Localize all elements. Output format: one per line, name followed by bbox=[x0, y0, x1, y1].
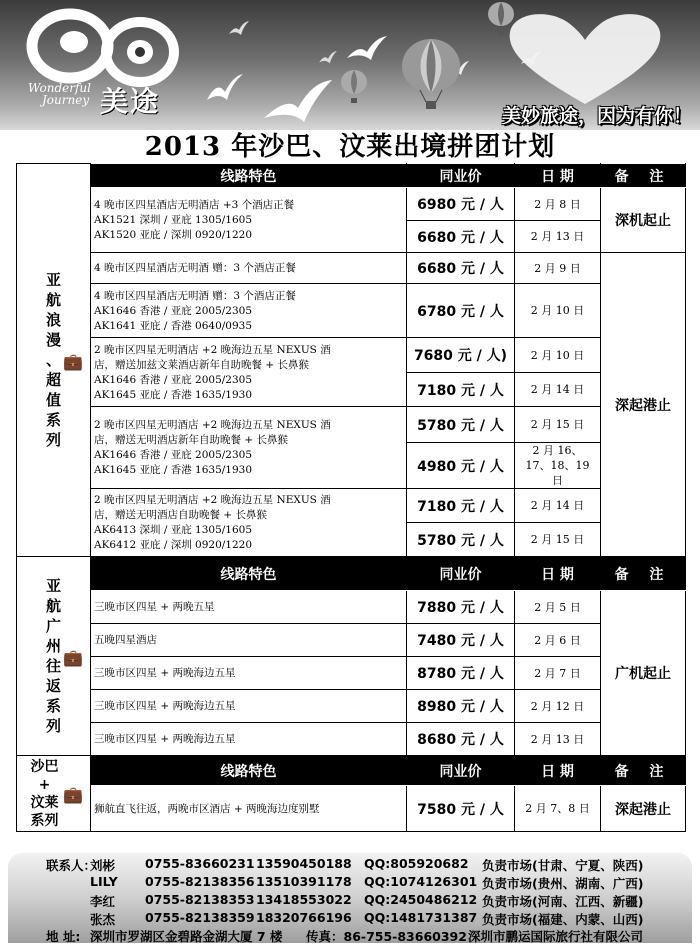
tour-schedule-table bbox=[16, 163, 686, 832]
hot-air-balloon-icon bbox=[340, 70, 368, 104]
contact-row bbox=[8, 892, 692, 909]
route-description: 4 晚市区四星酒店无明酒店 +3 个酒店正餐 AK1521 深圳 / 亚庇 1305/1605 AK1520 亚庇 / 深圳 0920/1220 bbox=[91, 188, 407, 253]
date-cell: 2 月 10 日 bbox=[515, 284, 601, 338]
slogan: 美妙旅途，因为有你！ bbox=[501, 105, 692, 127]
date-cell: 2 月 6 日 bbox=[515, 624, 601, 657]
company-name: 深圳市鹏运国际旅行社有限公司 bbox=[468, 929, 644, 944]
header-price: 同业价 bbox=[407, 164, 515, 188]
hot-air-balloon-icon bbox=[400, 38, 462, 110]
header-route: 线路特色 bbox=[91, 756, 407, 786]
fax: 传真：86-755-83660392 bbox=[306, 929, 467, 944]
price-cell: 8680 元 / 人 bbox=[407, 723, 515, 756]
address-label: 地 址: bbox=[46, 929, 81, 944]
header-note: 备 注 bbox=[601, 756, 686, 786]
logo-chinese-name: 美途 bbox=[100, 85, 161, 118]
price-cell: 8780 元 / 人 bbox=[407, 657, 515, 690]
price-cell: 7880 元 / 人 bbox=[407, 591, 515, 624]
contact-mobile: 13590450188 bbox=[256, 856, 352, 871]
contact-mobile: 13510391178 bbox=[256, 874, 352, 889]
route-description: 2 晚市区四星无明酒店 +2 晚海边五星 NEXUS 酒 店，赠送无明酒店新年自助晚餐 + 长鼻猴 AK1646 香港 / 亚庇 2005/2305 AK1645 亚庇 / 香港 1635/1930 bbox=[91, 407, 407, 489]
date-cell: 2 月 13 日 bbox=[515, 723, 601, 756]
address-row bbox=[8, 927, 692, 944]
price-cell: 6680 元 / 人 bbox=[407, 253, 515, 284]
header-price: 同业价 bbox=[407, 557, 515, 591]
contact-name: LILY bbox=[90, 874, 118, 889]
price-cell: 5780 元 / 人 bbox=[407, 407, 515, 443]
header-price: 同业价 bbox=[407, 756, 515, 786]
route-description: 狮航直飞往返，两晚市区酒店 + 两晚海边度别墅 bbox=[91, 786, 407, 832]
price-cell: 5780 元 / 人 bbox=[407, 523, 515, 557]
contact-tel: 0755-82138356 bbox=[145, 874, 255, 889]
note-cell: 广机起止 bbox=[601, 591, 686, 756]
date-cell: 2 月 7、8 日 bbox=[515, 786, 601, 832]
header-route: 线路特色 bbox=[91, 557, 407, 591]
seagull-icon bbox=[205, 70, 245, 110]
route-description: 三晚市区四星 + 两晚五星 bbox=[91, 591, 407, 624]
price-cell: 7180 元 / 人 bbox=[407, 373, 515, 407]
note-cell: 深起港止 bbox=[601, 786, 686, 832]
seagull-icon bbox=[345, 34, 389, 64]
series-label-sabah-brunei: 沙巴 + 汶莱 系列 💼 bbox=[17, 756, 91, 832]
header-date: 日 期 bbox=[515, 164, 601, 188]
contact-row bbox=[8, 856, 692, 873]
route-description: 三晚市区四星 + 两晚海边五星 bbox=[91, 723, 407, 756]
suitcase-icon: 💼 bbox=[63, 784, 83, 804]
price-cell: 7580 元 / 人 bbox=[407, 786, 515, 832]
date-cell: 2 月 9 日 bbox=[515, 253, 601, 284]
contact-label: 联系人： bbox=[46, 858, 97, 873]
contact-market: 负责市场(甘肃、宁夏、陕西) bbox=[482, 858, 644, 873]
route-description: 4 晚市区四星酒店无明酒 赠：3 个酒店正餐 bbox=[91, 253, 407, 284]
date-cell: 2 月 15 日 bbox=[515, 523, 601, 557]
date-cell: 2 月 15 日 bbox=[515, 407, 601, 443]
price-cell: 7480 元 / 人 bbox=[407, 624, 515, 657]
header-note: 备 注 bbox=[601, 557, 686, 591]
price-cell: 6780 元 / 人 bbox=[407, 284, 515, 338]
page-title: 2013 年沙巴、汶莱出境拼团计划 bbox=[144, 132, 556, 162]
contact-tel: 0755-82138353 bbox=[145, 892, 255, 907]
price-cell: 7180 元 / 人 bbox=[407, 489, 515, 523]
route-description: 三晚市区四星 + 两晚海边五星 bbox=[91, 690, 407, 723]
header-route: 线路特色 bbox=[91, 164, 407, 188]
contact-qq: QQ:1074126301 bbox=[364, 874, 478, 889]
contact-name: 张杰 bbox=[90, 912, 116, 927]
date-cell: 2 月 5 日 bbox=[515, 591, 601, 624]
contact-name: 李红 bbox=[90, 894, 116, 909]
seagull-small-icon bbox=[228, 20, 250, 38]
price-cell: 4980 元 / 人 bbox=[407, 443, 515, 489]
contact-footer bbox=[8, 853, 692, 943]
contact-qq: QQ:1481731387 bbox=[364, 910, 478, 925]
date-cell: 2 月 16、17、18、19 日 bbox=[515, 443, 601, 489]
price-cell: 7680 元 / 人) bbox=[407, 338, 515, 373]
contact-market: 负责市场(福建、内蒙、山西) bbox=[482, 912, 644, 927]
contact-row bbox=[8, 910, 692, 927]
cloud-heart-icon bbox=[500, 8, 670, 108]
header-banner bbox=[0, 0, 700, 130]
price-cell: 8980 元 / 人 bbox=[407, 690, 515, 723]
contact-qq: QQ:2450486212 bbox=[364, 892, 478, 907]
date-cell: 2 月 10 日 bbox=[515, 338, 601, 373]
logo-english-name: Wonderful Journey bbox=[28, 81, 91, 107]
suitcase-icon: 💼 bbox=[63, 352, 83, 371]
date-cell: 2 月 7 日 bbox=[515, 657, 601, 690]
note-cell: 深机起止 bbox=[601, 188, 686, 253]
header-date: 日 期 bbox=[515, 756, 601, 786]
date-cell: 2 月 13 日 bbox=[515, 221, 601, 253]
price-cell: 6680 元 / 人 bbox=[407, 221, 515, 253]
route-description: 五晚四星酒店 bbox=[91, 624, 407, 657]
date-cell: 2 月 14 日 bbox=[515, 489, 601, 523]
price-cell: 6980 元 / 人 bbox=[407, 188, 515, 221]
suitcase-icon: 💼 bbox=[63, 648, 83, 667]
contact-market: 负责市场(河南、江西、新疆) bbox=[482, 894, 644, 909]
date-cell: 2 月 14 日 bbox=[515, 373, 601, 407]
route-description: 4 晚市区四星酒店无明酒 赠：3 个酒店正餐 AK1646 香港 / 亚庇 2005/2305 AK1641 亚庇 / 香港 0640/0935 bbox=[91, 284, 407, 338]
note-cell: 深起港止 bbox=[601, 253, 686, 557]
address: 深圳市罗湖区金碧路金湖大厦 7 楼 bbox=[90, 929, 283, 944]
contact-mobile: 18320766196 bbox=[256, 910, 352, 925]
seagull-large-icon bbox=[262, 78, 334, 130]
date-cell: 2 月 8 日 bbox=[515, 188, 601, 221]
contact-tel: 0755-82138359 bbox=[145, 910, 255, 925]
series-label-airasia-value: 亚航浪漫、超值系列 💼 bbox=[17, 164, 91, 557]
series-label-airasia-guangzhou: 亚航广州往返系列 💼 bbox=[17, 557, 91, 756]
contact-market: 负责市场(贵州、湖南、广西) bbox=[482, 876, 644, 891]
route-description: 2 晚市区四星无明酒店 +2 晚海边五星 NEXUS 酒 店，赠送无明酒店自助晚餐 + 长鼻猴 AK6413 深圳 / 亚庇 1305/1605 AK6412 亚庇 / 深圳 0920/1220 bbox=[91, 489, 407, 557]
contact-row bbox=[8, 874, 692, 891]
contact-mobile: 13418553022 bbox=[256, 892, 352, 907]
contact-qq: QQ:805920682 bbox=[364, 856, 469, 871]
date-cell: 2 月 12 日 bbox=[515, 690, 601, 723]
seagull-small-icon bbox=[318, 50, 338, 66]
header-note: 备 注 bbox=[601, 164, 686, 188]
contact-name: 刘彬 bbox=[90, 858, 116, 873]
contact-tel: 0755-83660231 bbox=[145, 856, 255, 871]
header-date: 日 期 bbox=[515, 557, 601, 591]
route-description: 三晚市区四星 + 两晚海边五星 bbox=[91, 657, 407, 690]
route-description: 2 晚市区四星无明酒店 +2 晚海边五星 NEXUS 酒 店，赠送加兹文莱酒店新年自助晚餐 + 长鼻猴 AK1646 香港 / 亚庇 2005/2305 AK1645 亚庇 / 香港 1635/1930 bbox=[91, 338, 407, 407]
